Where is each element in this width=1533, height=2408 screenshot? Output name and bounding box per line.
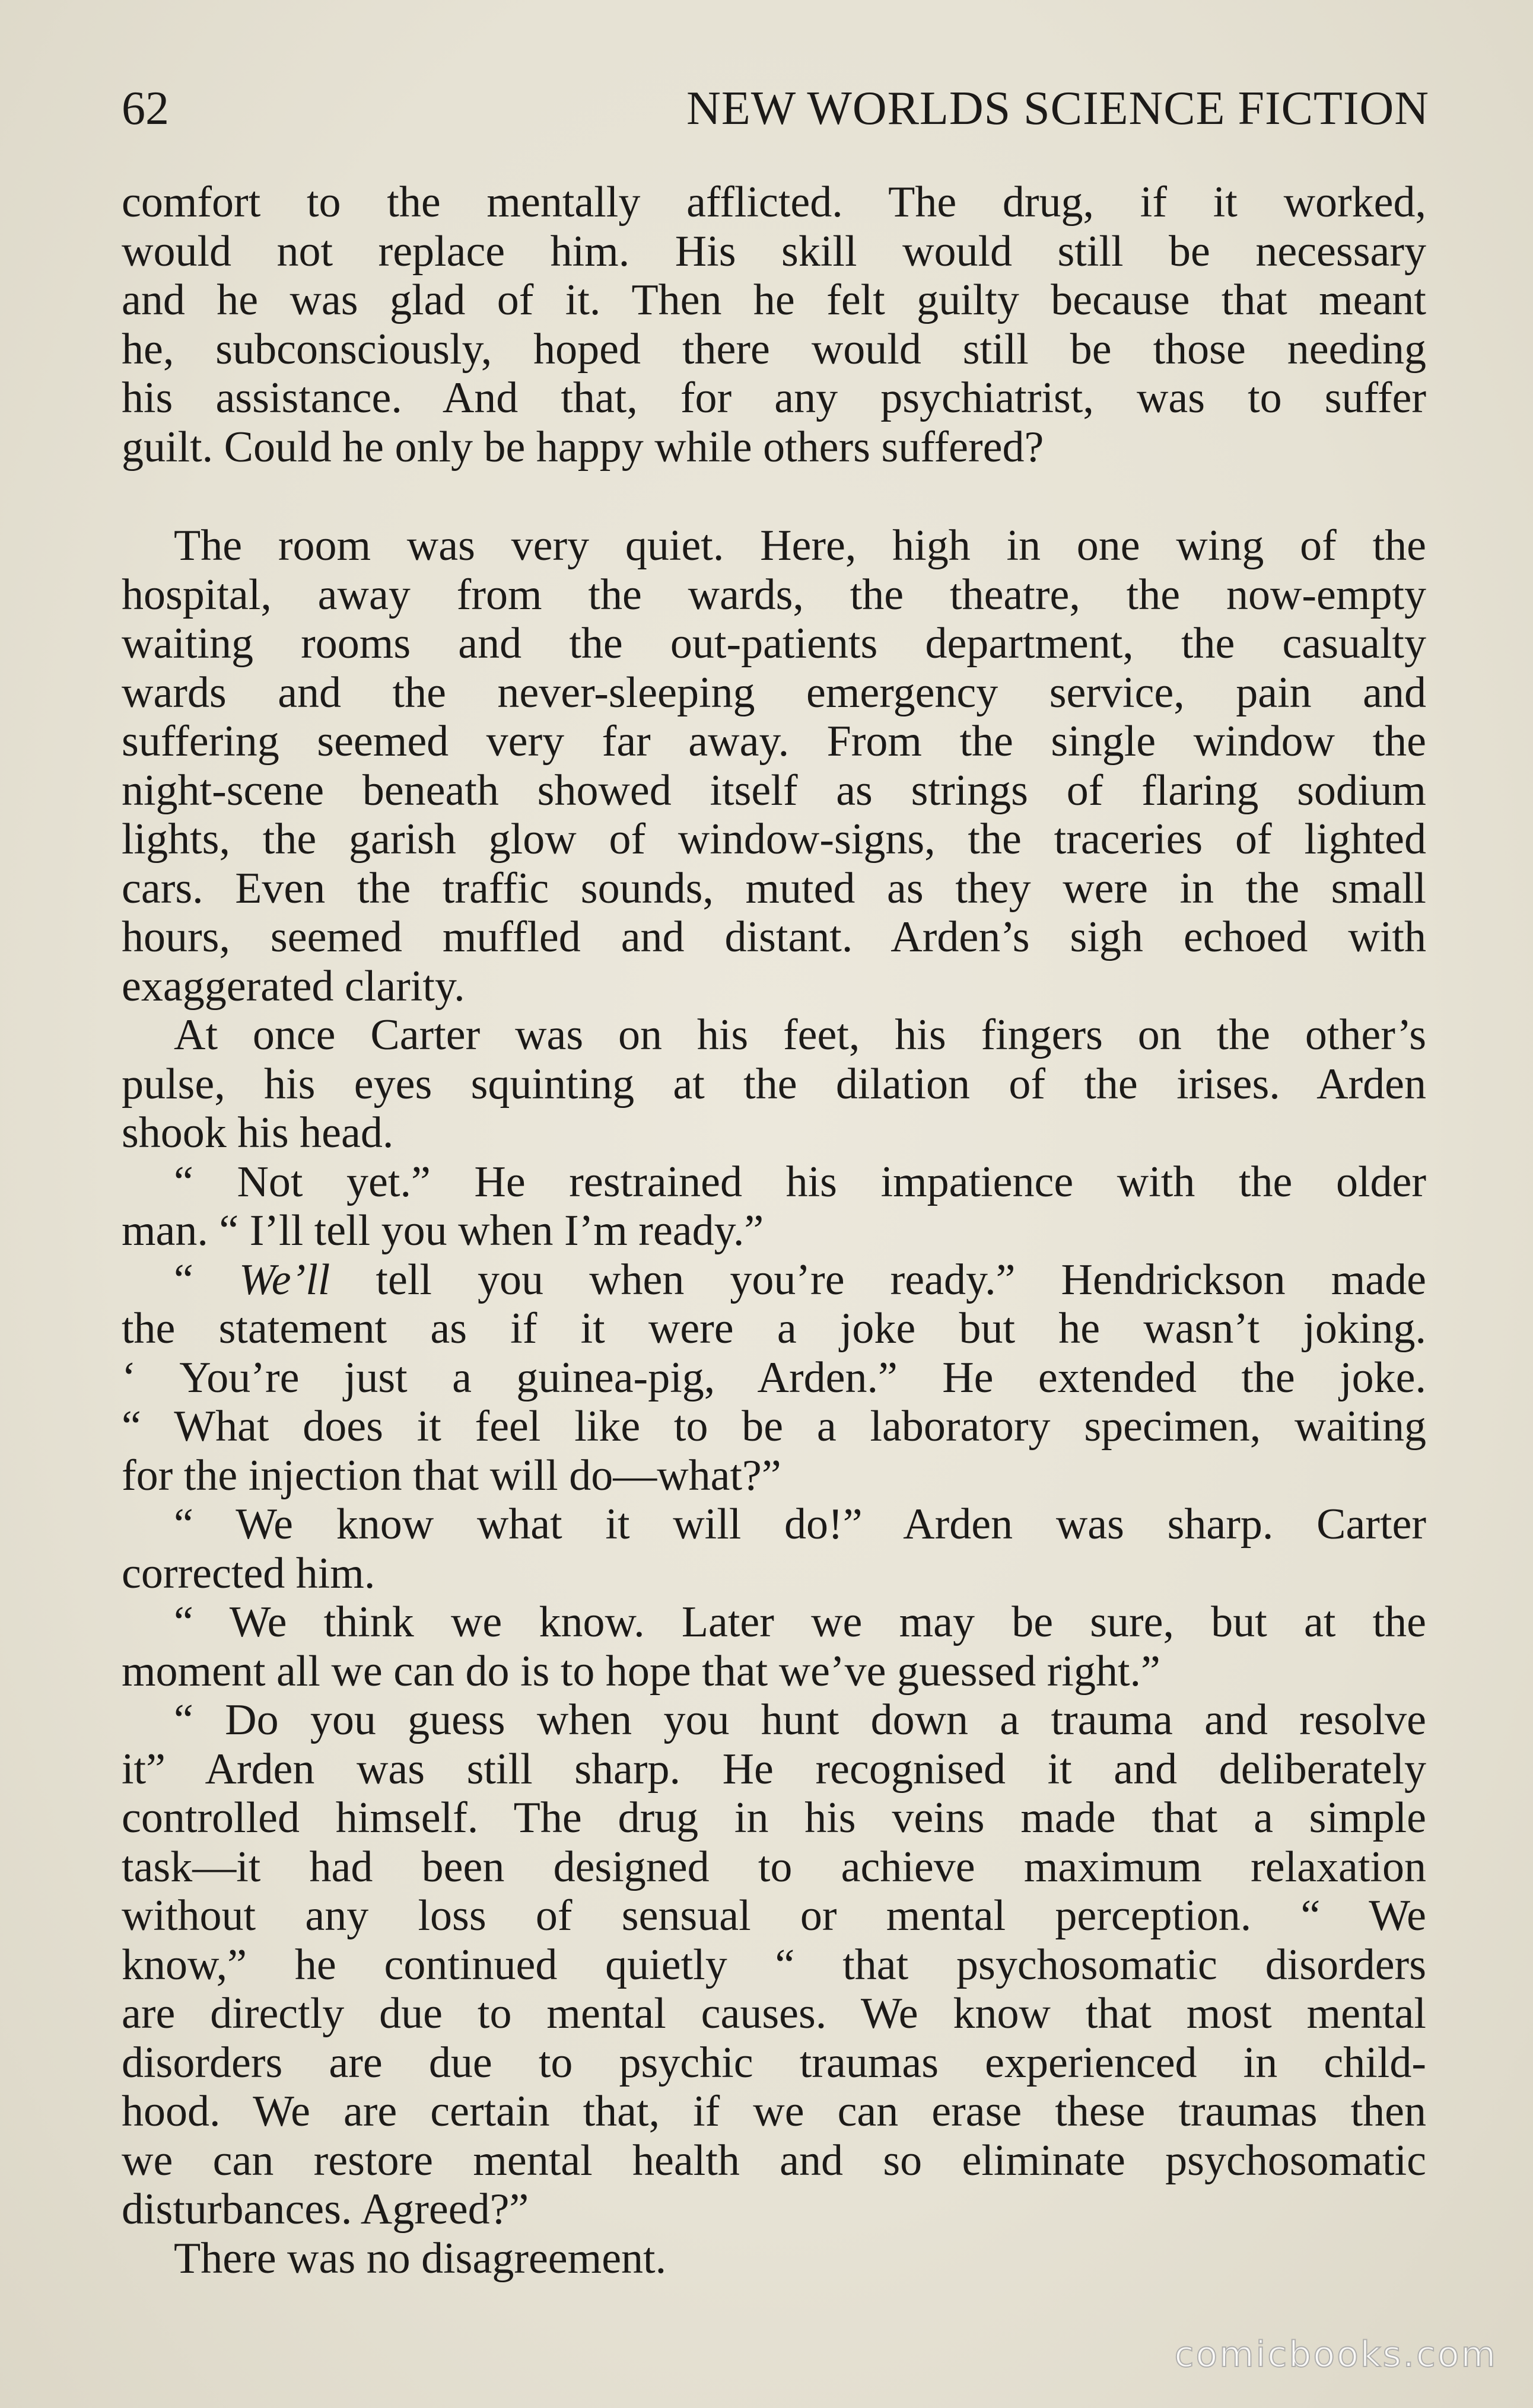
text-line: shook his head. [122, 1109, 394, 1157]
text-line: he, subconsciously, hoped there would still be those needing [122, 324, 1426, 374]
paragraph-9 [122, 2234, 1426, 2283]
text-line: hours, seemed muffled and distant. Arden’s sigh echoed with [122, 913, 1426, 961]
paragraph-6 [122, 1500, 1426, 1598]
text-line: lights, the garish glow of window-signs, the traceries of lighted [122, 815, 1426, 864]
text-line: corrected him. [122, 1549, 376, 1598]
text-line: are directly due to mental causes. We know that most mental [122, 1989, 1426, 2038]
text-line: At once Carter was on his feet, his fingers on the other’s [174, 1011, 1426, 1059]
body-text [122, 178, 1426, 2283]
text-line: night-scene beneath showed itself as strings of flaring sodium [122, 766, 1426, 815]
text-line: wards and the never-sleeping emergency service, pain and [122, 668, 1426, 717]
text-line: hood. We are certain that, if we can erase these traumas then [122, 2087, 1426, 2136]
line-remainder: tell you when you’re ready.” Hendrickson made [330, 1255, 1426, 1304]
text-line: “ Do you guess when you hunt down a trauma and resolve [174, 1696, 1426, 1744]
text-line: without any loss of sensual or mental perception. “ We [122, 1891, 1426, 1940]
paragraph-5 [122, 1256, 1426, 1501]
text-line: “ We know what it will do!” Arden was sharp. Carter [174, 1500, 1426, 1549]
paragraph-7 [122, 1598, 1426, 1696]
text-line-with-italic [122, 1256, 1426, 1305]
text-line: know,” he continued quietly “ that psychosomatic disorders [122, 1940, 1426, 1989]
text-line: we can restore mental health and so eliminate psychosomatic [122, 2136, 1426, 2185]
text-line: hospital, away from the wards, the theatre, the now-empty [122, 570, 1426, 619]
text-line: task—it had been designed to achieve maximum relaxation [122, 1842, 1426, 1891]
text-line: the statement as if it were a joke but he wasn’t joking. [122, 1304, 1426, 1353]
text-line: The room was very quiet. Here, high in one wing of the [174, 521, 1426, 570]
text-line: guilt. Could he only be happy while others suffered? [122, 422, 1044, 472]
open-quote: “ [174, 1255, 239, 1304]
text-line: waiting rooms and the out-patients department, the casualty [122, 619, 1426, 668]
paragraph-4 [122, 1158, 1426, 1256]
page-header [122, 76, 1429, 141]
watermark: comicbooks.com [1174, 2334, 1497, 2375]
paragraph-1 [122, 178, 1426, 472]
text-line: ‘ You’re just a guinea-pig, Arden.” He extended the joke. [122, 1353, 1426, 1402]
text-line: disturbances. Agreed?” [122, 2185, 529, 2234]
text-line: it” Arden was still sharp. He recognised it and deliberately [122, 1744, 1426, 1794]
running-head: NEW WORLDS SCIENCE FICTION [686, 82, 1429, 135]
text-line: moment all we can do is to hope that we’ve guessed right.” [122, 1646, 1160, 1696]
section-break [122, 472, 1426, 521]
text-line: “ We think we know. Later we may be sure, but at the [174, 1598, 1426, 1646]
text-line: his assistance. And that, for any psychiatrist, was to suffer [122, 374, 1426, 422]
text-line: would not replace him. His skill would still be necessary [122, 227, 1426, 276]
text-line: “ What does it feel like to be a laboratory specimen, waiting [122, 1402, 1426, 1451]
text-line: for the injection that will do—what?” [122, 1451, 781, 1500]
text-line: exaggerated clarity. [122, 961, 465, 1011]
text-line: pulse, his eyes squinting at the dilation of the irises. Arden [122, 1059, 1426, 1109]
text-line: disorders are due to psychic traumas experienced in child- [122, 2038, 1426, 2087]
paragraph-3 [122, 1011, 1426, 1158]
paragraph-8 [122, 1696, 1426, 2234]
page-number: 62 [122, 82, 169, 135]
italic-word: We’ll [238, 1255, 330, 1304]
text-line: man. “ I’ll tell you when I’m ready.” [122, 1206, 764, 1255]
text-line: and he was glad of it. Then he felt guilty because that meant [122, 276, 1426, 324]
text-line: suffering seemed very far away. From the single window the [122, 717, 1426, 766]
text-line: controlled himself. The drug in his veins made that a simple [122, 1794, 1426, 1842]
text-line: comfort to the mentally afflicted. The drug, if it worked, [122, 178, 1426, 227]
text-line: cars. Even the traffic sounds, muted as they were in the small [122, 864, 1426, 913]
text-line: There was no disagreement. [174, 2234, 667, 2283]
paragraph-2 [122, 521, 1426, 1011]
text-line: “ Not yet.” He restrained his impatience with the older [174, 1157, 1426, 1206]
